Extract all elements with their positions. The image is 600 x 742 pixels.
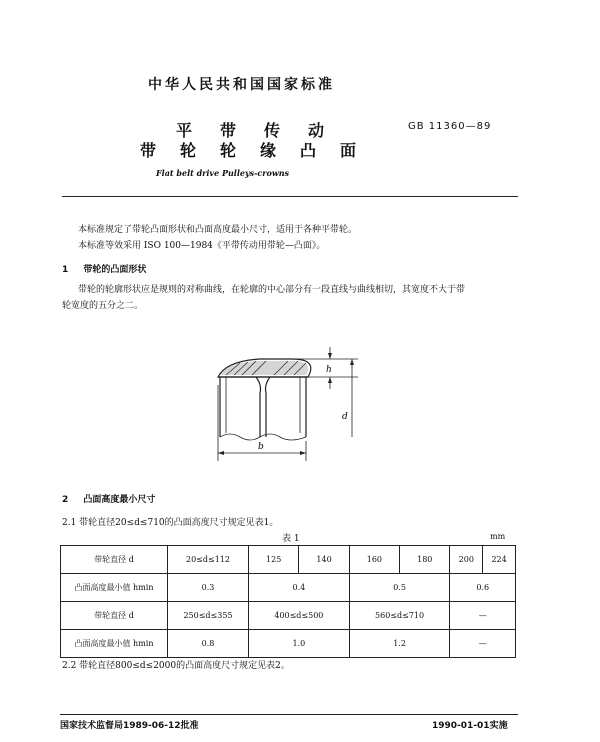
table-cell: 0.4 — [249, 574, 350, 602]
table-cell: 1.2 — [349, 630, 450, 658]
table-cell: 20≤d≤112 — [168, 546, 249, 574]
table-cell: 140 — [299, 546, 349, 574]
implementation-date: 1990-01-01实施 — [432, 721, 508, 731]
approval-note: 国家技术监督局1989-06-12批准 — [60, 721, 199, 731]
table-row — [61, 574, 516, 602]
header-divider — [62, 196, 518, 197]
table-cell: 160 — [349, 546, 399, 574]
section-1-text-line-2: 轮宽度的五分之二。 — [62, 301, 144, 311]
table-caption: 表 1 — [282, 534, 300, 544]
english-title: Flat belt drive Pulleys-crowns — [156, 168, 290, 178]
row-label: 带轮直径 d — [61, 602, 168, 630]
table-cell: — — [450, 602, 516, 630]
table-row — [61, 630, 516, 658]
clause-2-2: 2.2 带轮直径800≤d≤2000的凸面高度尺寸规定见表2。 — [62, 661, 290, 671]
crown-height-table — [60, 545, 516, 658]
table-row — [61, 546, 516, 574]
section-2-title: 凸面高度最小尺寸 — [83, 495, 156, 505]
table-cell: 0.3 — [168, 574, 249, 602]
title-line-2: 带轮轮缘凸面 — [140, 141, 381, 160]
table-cell: 224 — [483, 546, 516, 574]
row-label: 凸面高度最小值 hmin — [61, 574, 168, 602]
table-cell: 400≤d≤500 — [249, 602, 350, 630]
section-2-number: 2 — [62, 495, 69, 505]
footer-divider — [60, 714, 518, 715]
table-cell: — — [450, 630, 516, 658]
pulley-crown-figure — [200, 345, 370, 470]
dimension-d-label: d — [342, 412, 348, 422]
standard-code: GB 11360—89 — [408, 121, 492, 132]
row-label: 凸面高度最小值 hmin — [61, 630, 168, 658]
title-line-1: 平带传动 — [176, 121, 353, 140]
issuing-organization: 中华人民共和国国家标准 — [148, 77, 335, 93]
intro-line-1: 本标准规定了带轮凸面形状和凸面高度最小尺寸，适用于各种平带轮。 — [78, 225, 358, 235]
table-cell: 0.6 — [450, 574, 516, 602]
table-row — [61, 602, 516, 630]
row-label: 带轮直径 d — [61, 546, 168, 574]
intro-line-2: 本标准等效采用 ISO 100—1984《平带传动用带轮—凸面》。 — [78, 241, 326, 251]
table-cell: 125 — [249, 546, 299, 574]
table-cell: 0.5 — [349, 574, 450, 602]
section-1-title: 带轮的凸面形状 — [83, 265, 147, 275]
section-2-heading — [62, 492, 155, 505]
table-cell: 180 — [400, 546, 450, 574]
table-cell: 560≤d≤710 — [349, 602, 450, 630]
table-cell: 0.8 — [168, 630, 249, 658]
table-cell: 250≤d≤355 — [168, 602, 249, 630]
section-1-number: 1 — [62, 265, 69, 275]
section-1-text-line-1: 带轮的轮廓形状应是规则的对称曲线，在轮廓的中心部分有一段直线与曲线相切，其宽度不大于带 — [78, 285, 466, 295]
table-cell: 1.0 — [249, 630, 350, 658]
dimension-b-label: b — [258, 442, 264, 452]
table-unit: mm — [490, 532, 506, 541]
section-1-heading — [62, 262, 146, 275]
dimension-h-label: h — [326, 365, 332, 375]
clause-2-1: 2.1 带轮直径20≤d≤710的凸面高度尺寸规定见表1。 — [62, 518, 279, 528]
table-cell: 200 — [450, 546, 483, 574]
